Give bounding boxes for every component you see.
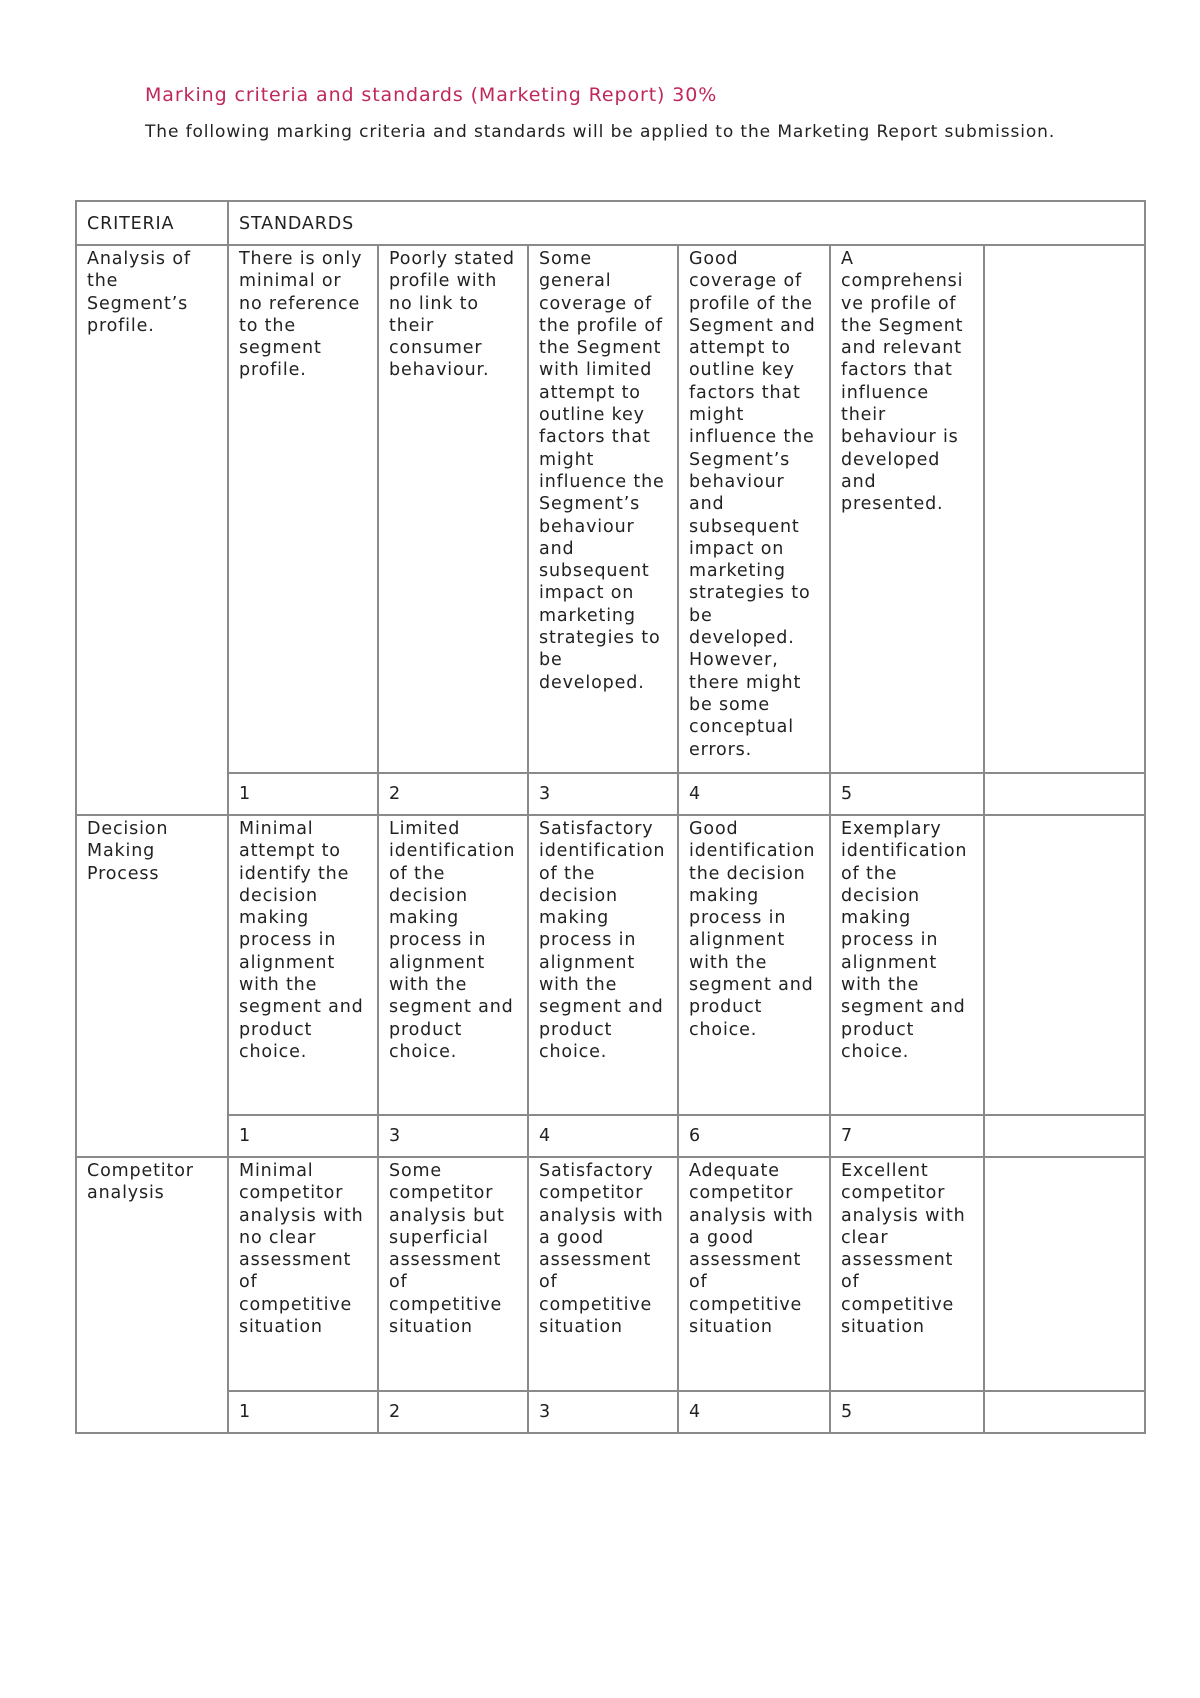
standard-cell: There is only minimal or no reference to the segment profile.: [228, 245, 378, 773]
score-cell: 6: [678, 1115, 830, 1157]
standard-cell: Adequate competitor analysis with a good assessment of competitive situation: [678, 1157, 830, 1391]
standard-cell: Satisfactory identification of the decision making process in alignment with the segment and product choice.: [528, 815, 678, 1115]
standards-header: STANDARDS: [228, 201, 1145, 245]
standard-cell: Some general coverage of the profile of the Segment with limited attempt to outline key factors that might influence the Segment’s behaviour and subsequent impact on marketing strategies to be developed.: [528, 245, 678, 773]
standard-cell: Excellent competitor analysis with clear assessment of competitive situation: [830, 1157, 984, 1391]
score-cell: 1: [228, 773, 378, 815]
intro-paragraph: The following marking criteria and standards will be applied to the Marketing Report submission.: [145, 122, 1056, 142]
score-row: [76, 773, 1145, 815]
standard-cell: Good coverage of profile of the Segment and attempt to outline key factors that might influence the Segment’s behaviour and subsequent impact on marketing strategies to be developed. However, there might be some conceptual errors.: [678, 245, 830, 773]
score-cell: 1: [228, 1115, 378, 1157]
score-cell: 7: [830, 1115, 984, 1157]
score-cell: 2: [378, 1391, 528, 1433]
score-cell: 2: [378, 773, 528, 815]
score-cell: 4: [678, 773, 830, 815]
score-cell: 3: [528, 773, 678, 815]
score-cell: [984, 1391, 1145, 1433]
score-row: [76, 1391, 1145, 1433]
table-row: [76, 245, 1145, 773]
score-cell: 3: [378, 1115, 528, 1157]
standard-cell: Limited identification of the decision making process in alignment with the segment and product choice.: [378, 815, 528, 1115]
score-row: [76, 1115, 1145, 1157]
score-cell: 5: [830, 773, 984, 815]
document-title: Marking criteria and standards (Marketing Report) 30%: [145, 84, 718, 106]
standard-cell: Some competitor analysis but superficial assessment of competitive situation: [378, 1157, 528, 1391]
score-cell: 4: [678, 1391, 830, 1433]
table-header-row: [76, 201, 1145, 245]
score-cell: 5: [830, 1391, 984, 1433]
standard-cell: Exemplary identification of the decision making process in alignment with the segment and product choice.: [830, 815, 984, 1115]
standard-cell: Satisfactory competitor analysis with a good assessment of competitive situation: [528, 1157, 678, 1391]
standard-cell: [984, 1157, 1145, 1391]
score-cell: [984, 1115, 1145, 1157]
standard-cell: Poorly stated profile with no link to their consumer behaviour.: [378, 245, 528, 773]
score-cell: 1: [228, 1391, 378, 1433]
criteria-header: CRITERIA: [76, 201, 228, 245]
standard-cell: A comprehensive profile of the Segment and relevant factors that influence their behaviour is developed and presented.: [830, 245, 984, 773]
score-cell: 3: [528, 1391, 678, 1433]
standard-cell: Minimal attempt to identify the decision making process in alignment with the segment and product choice.: [228, 815, 378, 1115]
criterion-cell: Analysis of the Segment’s profile.: [76, 245, 228, 815]
standard-cell: Minimal competitor analysis with no clear assessment of competitive situation: [228, 1157, 378, 1391]
marking-criteria-table: [75, 200, 1146, 1434]
standard-cell: [984, 815, 1145, 1115]
table-row: [76, 1157, 1145, 1391]
score-cell: [984, 773, 1145, 815]
criterion-cell: Decision Making Process: [76, 815, 228, 1157]
standard-cell: [984, 245, 1145, 773]
criterion-cell: Competitor analysis: [76, 1157, 228, 1433]
standard-cell: Good identification the decision making process in alignment with the segment and product choice.: [678, 815, 830, 1115]
score-cell: 4: [528, 1115, 678, 1157]
table-row: [76, 815, 1145, 1115]
